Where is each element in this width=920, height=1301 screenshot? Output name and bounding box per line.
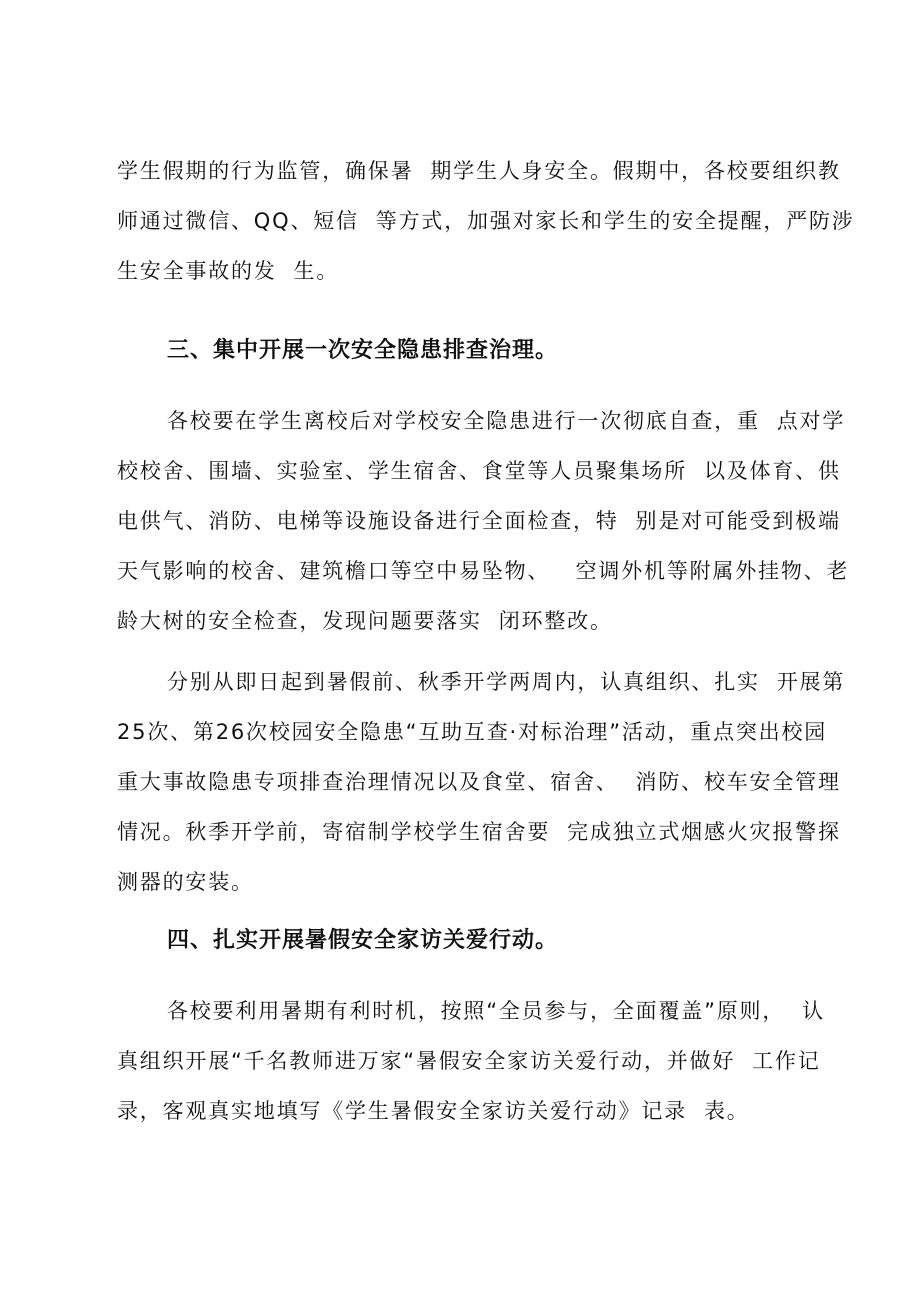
paragraph-line: 情况。秋季开学前，寄宿制学校学生宿舍要 完成独立式烟感火灾报警探	[117, 820, 841, 844]
paragraph-line: 师通过微信、QQ、短信 等方式，加强对家长和学生的安全提醒，严防涉	[117, 209, 855, 233]
paragraph-line: 生安全事故的发 生。	[117, 259, 340, 283]
paragraph-line: 校校舍、围墙、实验室、学生宿舍、食堂等人员聚集场所 以及体育、供	[117, 459, 841, 483]
paragraph-line: 各校要利用暑期有利时机，按照“全员参与，全面覆盖”原则， 认	[167, 999, 825, 1023]
paragraph-line: 录，客观真实地填写《学生暑假安全家访关爱行动》记录 表。	[117, 1099, 750, 1123]
paragraph-line: 重大事故隐患专项排查治理情况以及食堂、宿舍、 消防、校车安全管理	[117, 770, 841, 794]
paragraph-line: 25次、第26次校园安全隐患“互助互查·对标治理”活动，重点突出校园	[117, 720, 828, 744]
paragraph-line: 龄大树的安全检查，发现问题要落实 闭环整改。	[117, 609, 613, 633]
paragraph-line: 分别从即日起到暑假前、秋季开学两周内，认真组织、扎实 开展第	[167, 670, 846, 694]
paragraph-line: 天气影响的校舍、建筑檐口等空中易坠物、 空调外机等附属外挂物、老	[117, 559, 850, 583]
paragraph-line: 真组织开展“千名教师进万家“暑假安全家访关爱行动，并做好 工作记	[117, 1049, 821, 1073]
section-heading-4: 四、扎实开展暑假安全家访关爱行动。	[167, 928, 559, 953]
section-heading-3: 三、集中开展一次安全隐患排查治理。	[167, 338, 559, 363]
paragraph-line: 各校要在学生离校后对学校安全隐患进行一次彻底自查，重 点对学	[167, 409, 846, 433]
paragraph-line: 学生假期的行为监管，确保暑 期学生人身安全。假期中，各校要组织教	[117, 159, 841, 183]
paragraph-line: 测器的安装。	[117, 870, 254, 894]
paragraph-line: 电供气、消防、电梯等设施设备进行全面检查，特 别是对可能受到极端	[117, 509, 841, 533]
